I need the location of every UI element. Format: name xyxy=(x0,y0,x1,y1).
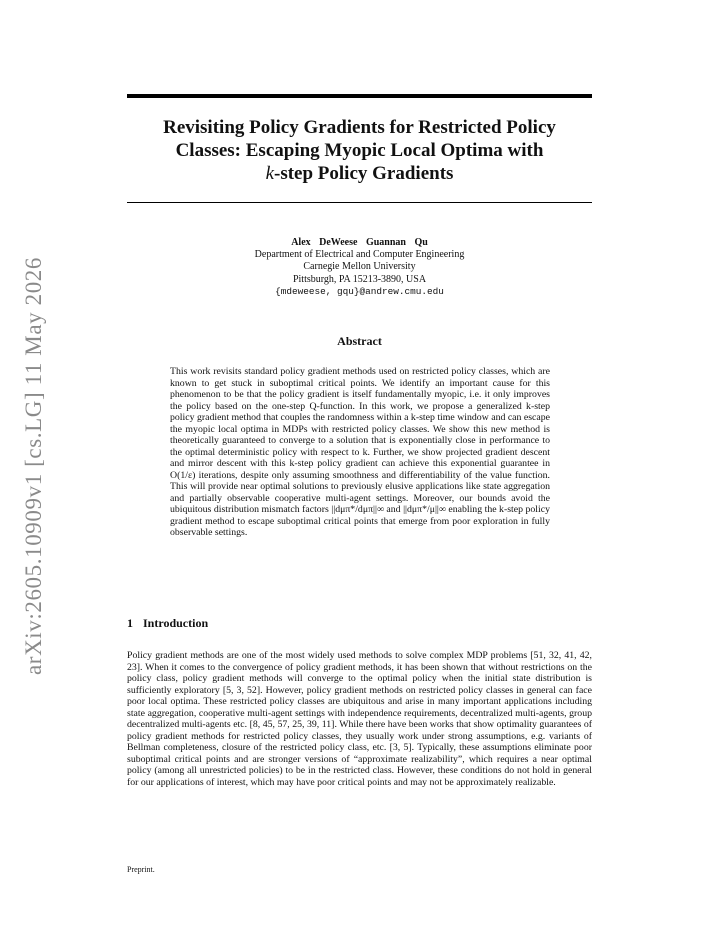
university: Carnegie Mellon University xyxy=(303,261,416,273)
title-top-rule xyxy=(127,94,592,98)
section-title: Introduction xyxy=(143,616,209,630)
affiliation: Department of Electrical and Computer Engineering xyxy=(254,249,465,261)
address: Pittsburgh, PA 15213-3890, USA xyxy=(292,273,427,285)
author-names: Alex DeWeese Guannan Qu xyxy=(291,237,428,248)
title-line-1: Revisiting Policy Gradients for Restricted Policy xyxy=(163,117,556,138)
title-line-3-rest: -step Policy Gradients xyxy=(274,163,454,184)
title-k: k xyxy=(265,163,274,184)
title-line-3 xyxy=(127,162,592,185)
arxiv-identifier xyxy=(12,258,56,674)
section-number: 1 xyxy=(127,616,133,630)
arxiv-identifier-text: arXiv:2605.10909v1 [cs.LG] 11 May 2026 xyxy=(21,257,46,675)
title-line-2: Classes: Escaping Myopic Local Optima with xyxy=(175,140,544,161)
title-bottom-rule xyxy=(127,202,592,203)
paper-title xyxy=(127,116,592,185)
abstract-heading: Abstract xyxy=(337,334,382,348)
abstract-text: This work revisits standard policy gradient methods used on restricted policy classes, which are known to get stuck in suboptimal critical points. We identify an important cause for this phenomenon to be that the policy gradient is itself fundamentally myopic, i.e. it only improves the policy based on the one-step Q-function. In this work, we propose a generalized k-step policy gradient method that couples the randomness within a k-step time window and can escape the myopic local optima in MDPs with restricted policy classes. We show this new method is theoretically guaranteed to converge to a solution that is exponentially close in performance to the optimal deterministic policy with respect to k. Further, we show projected gradient descent and mirror descent with this k-step policy gradient can achieve this exponential guarantee in O(1/ε) iterations, despite only assuming smoothness and differentiability of the value function. This will provide near optimal solutions to previously elusive applications like state aggregation and partially observable cooperative multi-agent settings. Moreover, our bounds avoid the ubiquitous distribution mismatch factors ||dμπ*/dμπ||∞ and ||dμπ*/μ||∞ enabling the k-step policy gradient method to escape suboptimal critical points that emerge from poor exploration in fully observable settings. xyxy=(170,366,550,538)
section-heading-introduction xyxy=(127,616,208,631)
author-block xyxy=(127,237,592,298)
preprint-footnote: Preprint. xyxy=(127,865,155,874)
author-emails: {mdeweese, gqu}@andrew.cmu.edu xyxy=(275,285,444,297)
introduction-paragraph: Policy gradient methods are one of the most widely used methods to solve complex MDP problems [51, 32, 41, 42, 23]. When it comes to the convergence of policy gradient methods, it has been shown that without restrictions on the policy class, policy gradient methods will converge to the optimal policy when the initial state distribution is sufficiently exploratory [5, 3, 52]. However, policy gradient methods on restricted policy classes in general can face poor local optima. These restricted policy classes are ubiquitous and arise in many important applications including state aggregation, cooperative multi-agent settings with independence requirements, decentralized multi-agents, group decentralized multi-agents etc. [8, 45, 57, 25, 39, 11]. While there have been works that show optimality guarantees of policy gradient methods for restricted policy classes, they usually work under strong assumptions, e.g. variants of Bellman completeness, closure of the restricted policy class, etc. [3, 5]. Typically, these assumptions eliminate poor suboptimal critical points and are stronger versions of “approximate realizability”, which requires a near optimal policy (among all unrestricted policies) to be in the restricted class. However, these conditions do not hold in general for our applications of interest, which may have poor critical points and may not be approximately realizable. xyxy=(127,650,592,788)
